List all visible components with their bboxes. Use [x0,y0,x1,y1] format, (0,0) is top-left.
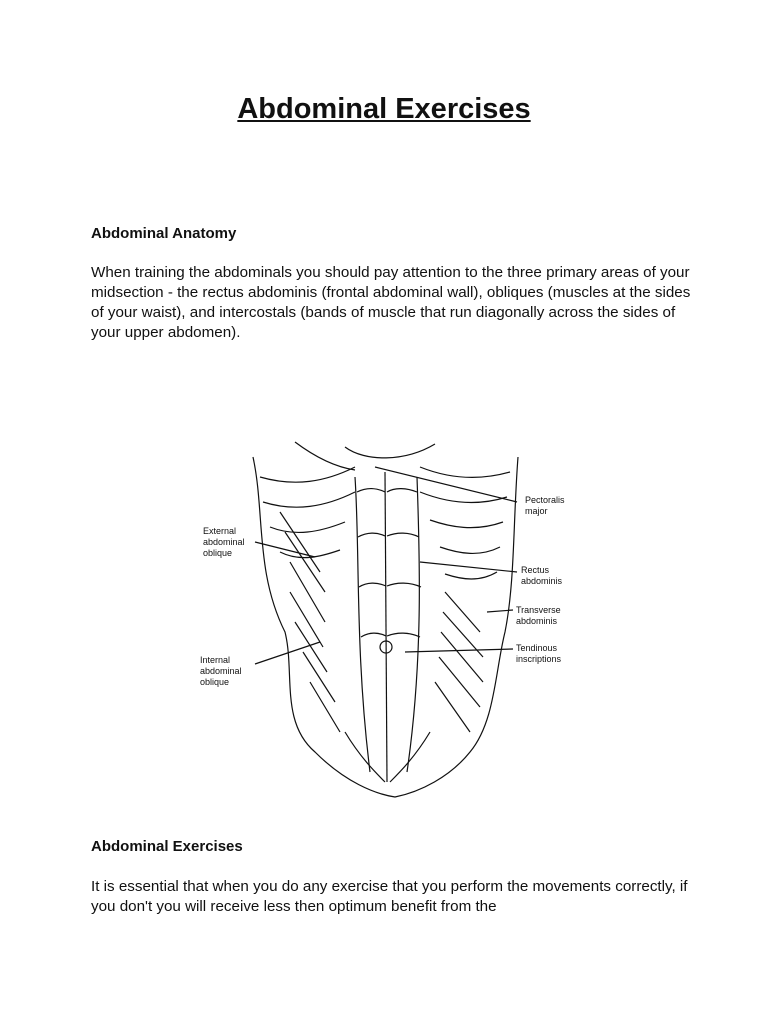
label-rectus-2: abdominis [521,576,563,586]
label-internal-oblique-3: oblique [200,677,230,687]
label-transverse-2: abdominis [516,616,558,626]
label-internal-oblique-1: Internal [200,655,231,665]
abdominal-anatomy-figure [195,432,585,802]
label-internal-oblique-2: abdominal [200,666,242,676]
label-rectus-1: Rectus [521,565,550,575]
label-tendinous-1: Tendinous [516,643,558,653]
label-pectoralis-2: major [525,506,548,516]
label-external-oblique-1: External [203,526,237,536]
section-body-exercises: It is essential that when you do any exercise that you perform the movements correctly, if you don't you will receive less then optimum benefit from the [91,878,688,915]
label-transverse-1: Transverse [516,605,561,615]
anatomy-illustration [195,432,585,802]
label-pectoralis-1: Pectoralis [525,495,565,505]
section-heading-exercises: Abdominal Exercises [91,838,243,855]
label-external-oblique-3: oblique [203,548,233,558]
label-tendinous-2: inscriptions [516,654,562,664]
label-external-oblique-2: abdominal [203,537,245,547]
section-body-anatomy: When training the abdominals you should pay attention to the three primary areas of your midsection - the rectus abdominis (frontal abdominal wall), obliques (muscles at the sides of your waist), and intercostals (bands of muscle that run diagonally across the sides of your upper abdomen). [91,264,691,341]
document-title: Abdominal Exercises [237,93,531,125]
section-heading-anatomy: Abdominal Anatomy [91,225,237,242]
